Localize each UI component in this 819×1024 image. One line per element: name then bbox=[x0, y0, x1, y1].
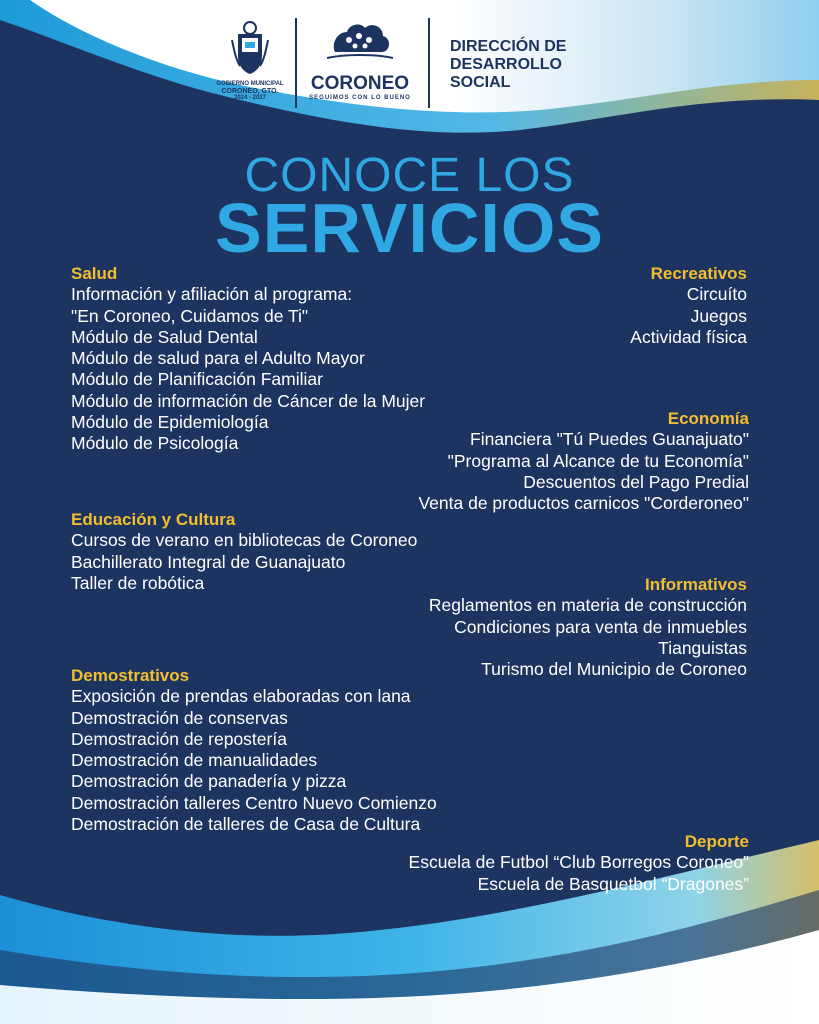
section-heading: Recreativos bbox=[650, 264, 747, 283]
list-item: Bachillerato Integral de Guanajuato bbox=[71, 551, 346, 572]
list-item: Juegos bbox=[690, 305, 747, 326]
list-item: Actividad física bbox=[630, 326, 747, 347]
list-item: Venta de productos carnicos "Corderoneo" bbox=[418, 493, 749, 514]
coroneo-brand-logo bbox=[305, 18, 415, 108]
header bbox=[0, 0, 819, 115]
list-item: Módulo de Psicología bbox=[71, 433, 239, 454]
section-informativos bbox=[429, 574, 747, 680]
list-item: Módulo de Salud Dental bbox=[71, 326, 258, 347]
list-item: Módulo de Planificación Familiar bbox=[71, 369, 323, 390]
list-item: Demostración de conservas bbox=[71, 707, 288, 728]
list-item: Demostración talleres Centro Nuevo Comienzo bbox=[71, 792, 437, 813]
list-item: Módulo de información de Cáncer de la Mujer bbox=[71, 390, 426, 411]
section-heading: Informativos bbox=[644, 575, 747, 594]
gov-logo-line-3: 2024 - 2027 bbox=[233, 95, 267, 101]
section-deporte bbox=[409, 831, 749, 895]
gov-logo-line-2: CORONEO, GTO. bbox=[221, 88, 279, 95]
list-item: Descuentos del Pago Predial bbox=[523, 471, 749, 492]
sheep-icon bbox=[325, 18, 395, 66]
section-heading: Educación y Cultura bbox=[71, 510, 236, 529]
brand-name: CORONEO bbox=[310, 73, 410, 94]
title-line-1: CONOCE LOS bbox=[244, 149, 575, 202]
section-demostrativos bbox=[71, 665, 437, 835]
section-economia bbox=[418, 408, 749, 514]
section-heading: Economía bbox=[667, 409, 749, 428]
section-heading: Demostrativos bbox=[71, 666, 190, 685]
list-item: Tianguistas bbox=[658, 637, 747, 658]
title-line-2: SERVICIOS bbox=[215, 189, 604, 267]
list-item: Condiciones para venta de inmuebles bbox=[454, 616, 747, 637]
coat-of-arms-icon bbox=[230, 20, 270, 76]
list-item: Demostración de panadería y pizza bbox=[71, 771, 347, 792]
list-item: Taller de robótica bbox=[71, 572, 205, 593]
list-item: Demostración de repostería bbox=[71, 728, 287, 749]
list-item: Módulo de Epidemiología bbox=[71, 412, 269, 433]
section-heading: Deporte bbox=[684, 832, 749, 851]
department-line-2: DESARROLLO bbox=[450, 56, 562, 73]
list-item: Escuela de Futbol “Club Borregos Coroneo” bbox=[408, 852, 749, 873]
section-heading: Salud bbox=[71, 264, 118, 283]
header-divider-1 bbox=[295, 18, 297, 108]
section-recreativos bbox=[630, 263, 747, 348]
list-item: Financiera "Tú Puedes Guanajuato" bbox=[470, 429, 749, 450]
list-item: Demostración de manualidades bbox=[71, 750, 318, 771]
list-item: Exposición de prendas elaboradas con lana bbox=[71, 686, 411, 707]
department-name bbox=[450, 38, 566, 92]
section-educacion bbox=[71, 509, 417, 594]
list-item: Demostración de talleres de Casa de Cultura bbox=[71, 814, 421, 835]
list-item: Escuela de Basquetbol “Dragones” bbox=[477, 873, 749, 894]
gov-logo-line-1: GOBIERNO MUNICIPAL bbox=[216, 81, 284, 87]
list-item: Reglamentos en materia de construcción bbox=[428, 595, 747, 616]
list-item: Cursos de verano en bibliotecas de Coroneo bbox=[71, 530, 418, 551]
header-divider-2 bbox=[428, 18, 430, 108]
list-item: Módulo de salud para el Adulto Mayor bbox=[71, 348, 365, 369]
list-item: "En Coroneo, Cuidamos de Ti" bbox=[71, 305, 309, 326]
department-line-3: SOCIAL bbox=[450, 74, 511, 91]
department-line-1: DIRECCIÓN DE bbox=[450, 38, 567, 55]
list-item: "Programa al Alcance de tu Economía" bbox=[447, 450, 749, 471]
section-salud bbox=[71, 263, 425, 455]
list-item: Información y afiliación al programa: bbox=[71, 284, 353, 305]
list-item: Circuíto bbox=[686, 284, 747, 305]
brand-slogan: SEGUIMOS CON LO BUENO bbox=[309, 95, 411, 101]
list-item: Turismo del Municipio de Coroneo bbox=[481, 659, 747, 680]
municipal-government-logo bbox=[215, 20, 285, 110]
